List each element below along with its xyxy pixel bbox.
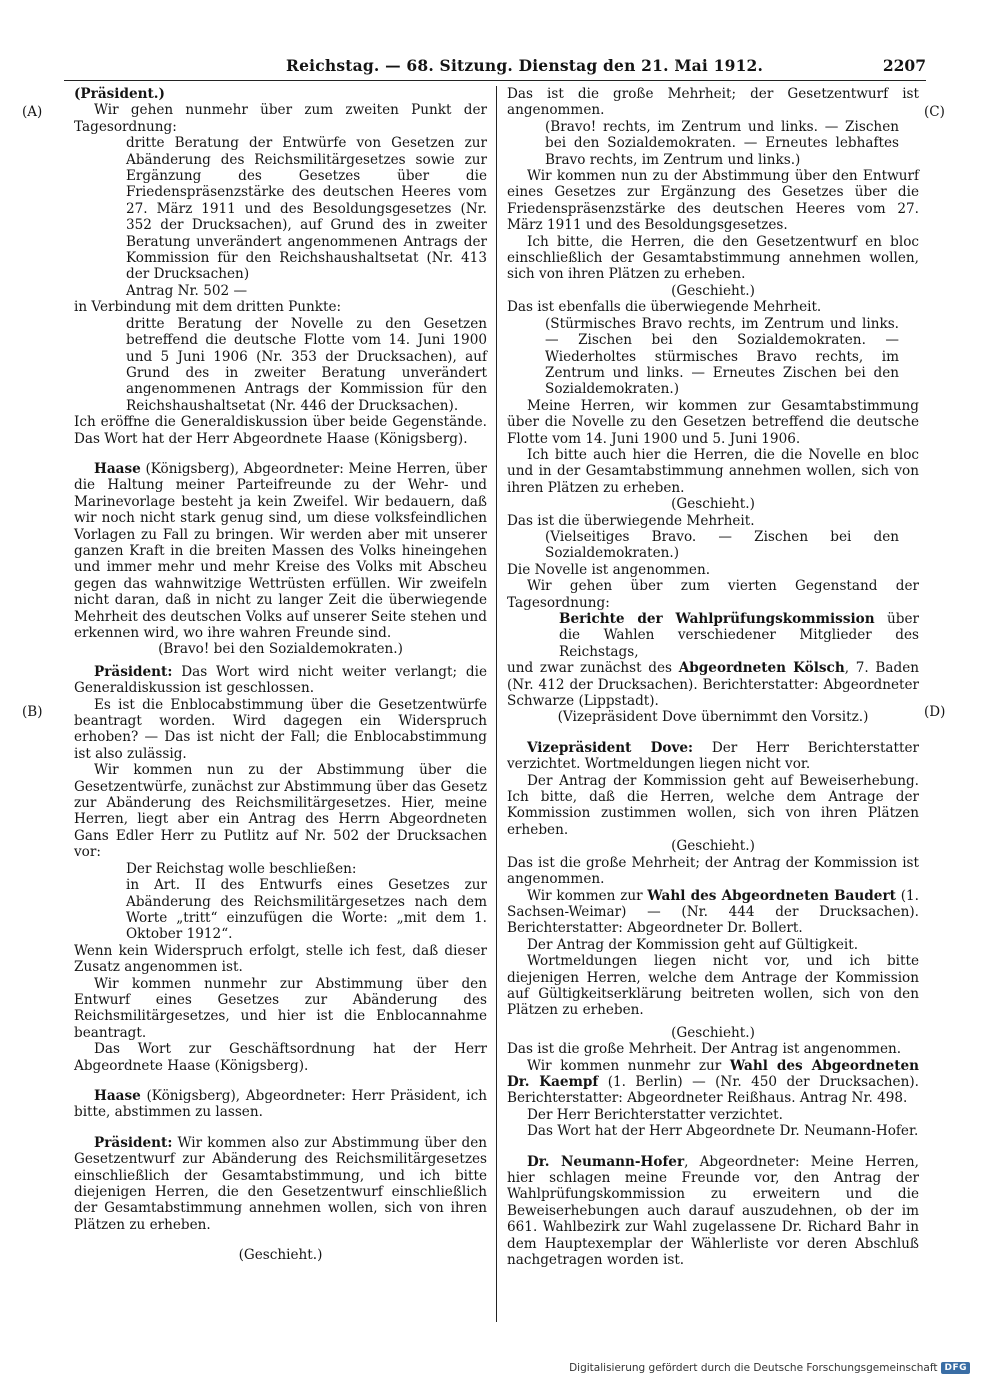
paragraph: Wortmeldungen liegen nicht vor, und ich bitte diejenigen Herren, welche dem Antrage der Kommission auf Gültigkeitserklärung beitreten wollen, sich von den Plätzen zu erheben. [507,953,919,1019]
paragraph: Wir kommen nun zu der Abstimmung über die Gesetzentwürfe, zunächst zur Abstimmung über das Gesetz zur Abänderung des Reichsmilitärgesetzes. Hier, meine Herren, liegt aber ein Antrag des Herrn Abgeordneten Gans Edler Herr zu Putlitz auf Nr. 502 der Drucksachen vor: [74,762,487,861]
margin-marker-a: (A) [22,104,43,120]
page-number: 2207 [882,56,926,75]
stage-direction: (Geschieht.) [671,838,755,855]
paragraph: Das ist die große Mehrheit; der Gesetzentwurf ist angenommen. [507,86,919,119]
stage-direction: (Geschieht.) [238,1247,323,1264]
paragraph: Wir gehen über zum vierten Gegenstand der Tagesordnung: [507,578,919,611]
election-name: Abgeordneten Kölsch [678,660,845,677]
page-header [64,56,926,80]
motion-heading: Der Reichstag wolle beschließen: [126,860,357,877]
text-run: und zwar zunächst des [507,660,679,677]
agenda-item [507,611,919,660]
footer-text: Digitalisierung gefördert durch die Deutsche Forschungsgemeinschaft [569,1362,938,1374]
paragraph [507,1058,919,1107]
paragraph: Der Antrag der Kommission geht auf Gültigkeit. [527,936,859,953]
speech-text: (Königsberg), Abgeordneter: Meine Herren, über die Haltung meiner Parteifreunde zu der Wehr- und Marinevorlage besteht ja kein Zweifel. Wir bedauern, daß wir noch nicht stark genug sind, um diese volksfeindlichen Vorlagen zu Fall zu bringen. Wir werden aber mit unserer ganzen Kraft in die breiten Massen des Volks hineingehen und immer mehr und mehr Kreise des Volks mit Abscheu gegen das wahnwitzige Wettrüsten erfüllen. Wir zweifeln nicht daran, daß in nicht zu langer Zeit die überwiegende Mehrheit des deutschen Volks auf unserer Seite stehen und erkennen wird, wo ihre wahren Freunde sind. [74,460,487,641]
footer-credit [569,1362,970,1374]
speech [74,1088,487,1121]
text-run: , 7. Baden (Nr. 412 der Drucksachen). Berichterstatter: Abgeordneter Schwarze (Lippstadt). [507,660,920,710]
speech-text: Der Herr Berichterstatter verzichtet. Wortmeldungen liegen nicht vor. [507,739,919,773]
paragraph: Wenn kein Widerspruch erfolgt, stelle ich fest, daß dieser Zusatz angenommen ist. [74,942,487,976]
column-divider [496,86,497,1322]
speaker-name: Haase [94,1087,141,1104]
paragraph: Es ist die Enblocabstimmung über die Gesetzentwürfe beantragt worden. Wird dagegen ein Widerspruch erhoben? — Das ist nicht der Fall; die Enblocabstimmung ist also zulässig. [74,696,487,762]
header-title: Reichstag. — 68. Sitzung. Dienstag den 21. Mai 1912. [286,56,764,75]
paragraph: Das ist die große Mehrheit. Der Antrag ist angenommen. [507,1041,902,1058]
margin-marker-c: (C) [924,104,945,120]
stage-direction: (Vielseitiges Bravo. — Zischen bei den Sozialdemokraten.) [545,528,899,562]
paragraph: Der Antrag der Kommission geht auf Beweiserhebung. Ich bitte, daß die Herren, welche dem Antrage der Kommission zustimmen wollen, sich von ihren Plätzen erheben. [507,772,919,838]
paragraph [507,888,919,937]
paragraph: Das Wort hat der Herr Abgeordnete Dr. Neumann-Hofer. [527,1123,919,1140]
left-column [74,86,487,1264]
speaker-name: Haase [94,460,141,477]
speaker-name: Dr. Neumann-Hofer [527,1153,685,1170]
margin-marker-b: (B) [22,704,43,720]
paragraph: Die Novelle ist angenommen. [507,561,711,578]
text-run: (1. Sachsen-Weimar) — (Nr. 444 der Drucksachen). Berichterstatter: Abgeordneter Dr. Bollert. [507,887,919,937]
speaker-name: Präsident: [94,663,173,680]
paragraph: Wir gehen nunmehr über zum zweiten Punkt der Tagesordnung: [74,102,487,135]
speaker-name: Vizepräsident Dove: [527,739,694,756]
election-name: Wahl des Abgeordneten Baudert [647,887,896,904]
paragraph: Wir kommen nun zu der Abstimmung über den Entwurf eines Gesetzes zur Ergänzung des Gesetzes über die Friedenspräsenzstärke des deutschen Heeres vom 27. März 1911 und des Besoldungsgesetzes. [507,168,919,234]
agenda-item: dritte Beratung der Novelle zu den Gesetzen betreffend die deutsche Flotte vom 14. Juni 1900 und 5 Juni 1906 (Nr. 353 der Drucksachen), auf Grund des in zweiter Beratung unverändert angenommenen Antrags der Kommission für den Reichshaushaltsetat (Nr. 446 der Drucksachen). [126,315,487,414]
stage-direction: (Geschieht.) [671,1024,755,1041]
speech [74,1135,487,1233]
text-run: Wir kommen nunmehr zur [527,1057,730,1074]
speaker-name: Präsident: [94,1134,173,1151]
speech-text: Das Wort wird nicht weiter verlangt; die Generaldiskussion ist geschlossen. [74,663,487,697]
margin-marker-d: (D) [924,704,946,720]
text-run: (1. Berlin) — (Nr. 450 der Drucksachen). Berichterstatter: Abgeordneter Reißhaus. Antrag Nr. 498. [507,1073,919,1107]
speech [507,1154,919,1269]
motion-text: in Art. II des Entwurfs eines Gesetzes zur Abänderung des Reichsmilitärgesetzes nach dem Worte „tritt“ einzufügen die Worte: „mit dem 1. Oktober 1912“. [126,877,487,943]
speech [74,461,487,641]
speech-text: Wir kommen also zur Abstimmung über den Gesetzentwurf zur Abänderung des Reichsmilitärgesetzes einschließlich der Gesamtabstimmung, und ich bitte diejenigen Herren, die den Gesetzentwurf einschließlich der Gesamtabstimmung annehmen wollen, sich von ihren Plätzen zu erheben. [74,1134,487,1233]
agenda-item-text: über die Wahlen verschiedener Mitglieder des Reichstags, [559,611,919,660]
paragraph: Meine Herren, wir kommen zur Gesamtabstimmung über die Novelle zu den Gesetzen betreffend die deutsche Flotte vom 14. Juni 1900 und 5. Juni 1906. [507,397,919,447]
paragraph: Das ist die überwiegende Mehrheit. [507,512,755,529]
paragraph: Das ist ebenfalls die überwiegende Mehrheit. [507,299,822,316]
speech [507,740,919,773]
agenda-item-title: Berichte der Wahlprüfungskommission [559,611,875,627]
stage-direction: (Bravo! rechts, im Zentrum und links. — Zischen bei den Sozialdemokraten. — Erneutes lebhaftes Bravo rechts, im Zentrum und links.) [545,118,899,168]
speech-text: , Abgeordneter: Meine Herren, hier schlagen meine Freunde vor, den Antrag der Wahlprüfungskommission zu erweitern und die Beweiserhebungen auch darauf auszudehnen, ob der im 661. Wahlbezirk zur Wahl zugelassene Dr. Richard Bahr in dem Hauptexemplar der Wählerliste vor deren Abschluß nachgetragen worden ist. [507,1153,919,1269]
speech-text: (Königsberg), Abgeordneter: Herr Präsident, ich bitte, abstimmen zu lassen. [74,1087,487,1121]
agenda-item: dritte Beratung der Entwürfe von Gesetzen zur Abänderung des Reichsmilitärgesetzes sowie zur Ergänzung des Gesetzes über die Friedenspräsenzstärke des deutschen Heeres vom 27. März 1911 und des Besoldungsgesetzes (Nr. 352 der Drucksachen), auf Grund des in zweiter Beratung unverändert angenommenen Antrags der Kommission für den Reichshaushaltsetat (Nr. 413 der Drucksachen) [126,135,487,283]
right-column [507,86,919,1268]
paragraph: Wir kommen nunmehr zur Abstimmung über den Entwurf eines Gesetzes zur Abänderung des Reichsmilitärgesetzes, und hier ist die Enblocannahme beantragt. [74,975,487,1041]
stage-direction: (Stürmisches Bravo rechts, im Zentrum und links. — Zischen bei den Sozialdemokraten. — Wiederholtes stürmisches Bravo rechts, im Zentrum und links. — Erneutes Zischen bei den Sozialdemokraten.) [545,315,899,398]
paragraph [74,86,487,102]
paragraph: Ich eröffne die Generaldiskussion über beide Gegenstände. Das Wort hat der Herr Abgeordnete Haase (Königsberg). [74,414,487,447]
section-label: (Präsident.) [74,86,165,102]
stage-direction: (Bravo! bei den Sozialdemokraten.) [158,641,403,658]
speech [74,664,487,697]
paragraph: Der Herr Berichterstatter verzichtet. [527,1106,783,1123]
paragraph: Antrag Nr. 502 — [126,282,248,299]
text-run: Wir kommen zur [527,887,648,904]
stage-direction: (Geschieht.) [671,282,755,299]
stage-direction: (Geschieht.) [671,496,755,513]
paragraph [507,660,919,709]
election-name: Wahl des Abgeordneten Dr. Kaempf [507,1057,920,1090]
paragraph: Das ist die große Mehrheit; der Antrag der Kommission ist angenommen. [507,854,919,888]
header-rule [64,80,926,81]
paragraph: in Verbindung mit dem dritten Punkte: [74,299,342,316]
paragraph: Das Wort zur Geschäftsordnung hat der Herr Abgeordnete Haase (Königsberg). [74,1041,487,1074]
stage-direction: (Vizepräsident Dove übernimmt den Vorsitz.) [557,709,869,726]
paragraph: Ich bitte, die Herren, die den Gesetzentwurf en bloc einschließlich der Gesamtabstimmung annehmen wollen, sich von ihren Plätzen zu erheben. [507,233,919,283]
dfg-logo: DFG [941,1362,970,1374]
paragraph: Ich bitte auch hier die Herren, die die Novelle en bloc und in der Gesamtabstimmung annehmen wollen, sich von ihren Plätzen zu erheben. [507,446,919,496]
